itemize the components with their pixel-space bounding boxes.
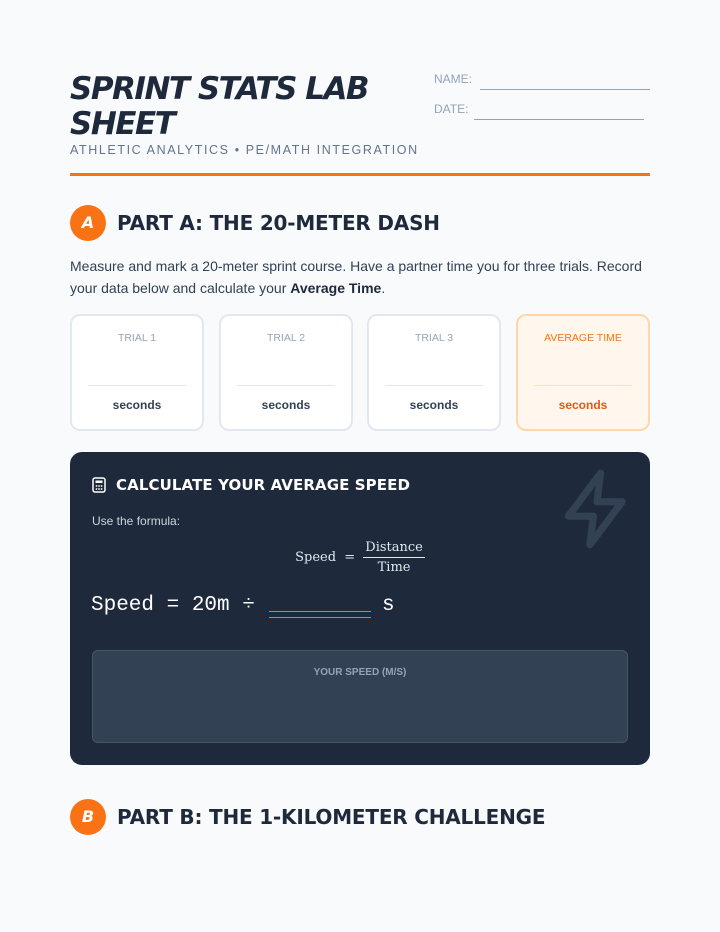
part-a-title: PART A: THE 20-METER DASH (117, 211, 440, 235)
part-b-title: PART B: THE 1-KILOMETER CHALLENGE (117, 805, 546, 829)
trial-2-unit: seconds (261, 398, 311, 412)
name-field[interactable] (480, 89, 650, 90)
trial-3-label: TRIAL 3 (414, 332, 454, 344)
instructions-end: . (381, 280, 386, 296)
speed-formula (70, 540, 650, 575)
panel-title: CALCULATE YOUR AVERAGE SPEED (116, 476, 411, 494)
speed-result-box[interactable] (92, 650, 628, 743)
header-divider (70, 173, 650, 176)
name-row (434, 72, 650, 102)
instructions-text: Measure and mark a 20-meter sprint course. Have a partner time you for three trials. Record your data below and calculate your (70, 258, 642, 296)
formula-denominator: Time (377, 560, 411, 575)
trial-1-input[interactable] (88, 385, 186, 386)
formula-fraction (363, 540, 425, 575)
time-blank-field[interactable] (269, 611, 371, 618)
part-b-badge: B (70, 799, 106, 835)
trial-1-unit: seconds (112, 398, 162, 412)
formula-numerator: Distance (363, 540, 425, 558)
trial-1-card (70, 314, 204, 431)
trial-2-card (219, 314, 353, 431)
trial-2-label: TRIAL 2 (266, 332, 306, 344)
student-info (434, 72, 650, 132)
calculator-icon (92, 477, 106, 493)
formula-equals: = (344, 550, 356, 565)
date-row (434, 102, 650, 132)
page-subtitle: ATHLETIC ANALYTICS • PE/MATH INTEGRATION (70, 143, 419, 157)
trial-3-card (367, 314, 501, 431)
part-b-heading (70, 799, 650, 835)
part-a-instructions (70, 255, 650, 299)
speed-result-label: YOUR SPEED (M/S) (313, 667, 407, 678)
part-a-badge: A (70, 205, 106, 241)
average-time-label: AVERAGE TIME (544, 332, 622, 344)
instructions-emphasis: Average Time (290, 280, 382, 296)
speed-calculation-panel (70, 452, 650, 765)
formula-lhs: Speed (295, 550, 337, 565)
average-time-unit: seconds (558, 398, 608, 412)
part-a-heading (70, 205, 650, 241)
average-time-input[interactable] (534, 385, 632, 386)
speed-unit: s (382, 594, 395, 617)
use-formula-text: Use the formula: (92, 514, 181, 528)
speed-equation: Speed = 20m ÷ (91, 594, 255, 617)
trial-2-input[interactable] (237, 385, 335, 386)
date-field[interactable] (474, 119, 644, 120)
trial-1-label: TRIAL 1 (117, 332, 157, 344)
name-label: NAME: (434, 72, 473, 86)
trial-3-unit: seconds (409, 398, 459, 412)
page-title: SPRINT STATS LAB SHEET (70, 71, 369, 142)
date-label: DATE: (434, 102, 469, 116)
average-time-card (516, 314, 650, 431)
sheet-header (70, 70, 650, 176)
trial-3-input[interactable] (385, 385, 483, 386)
trial-cards (70, 314, 650, 431)
